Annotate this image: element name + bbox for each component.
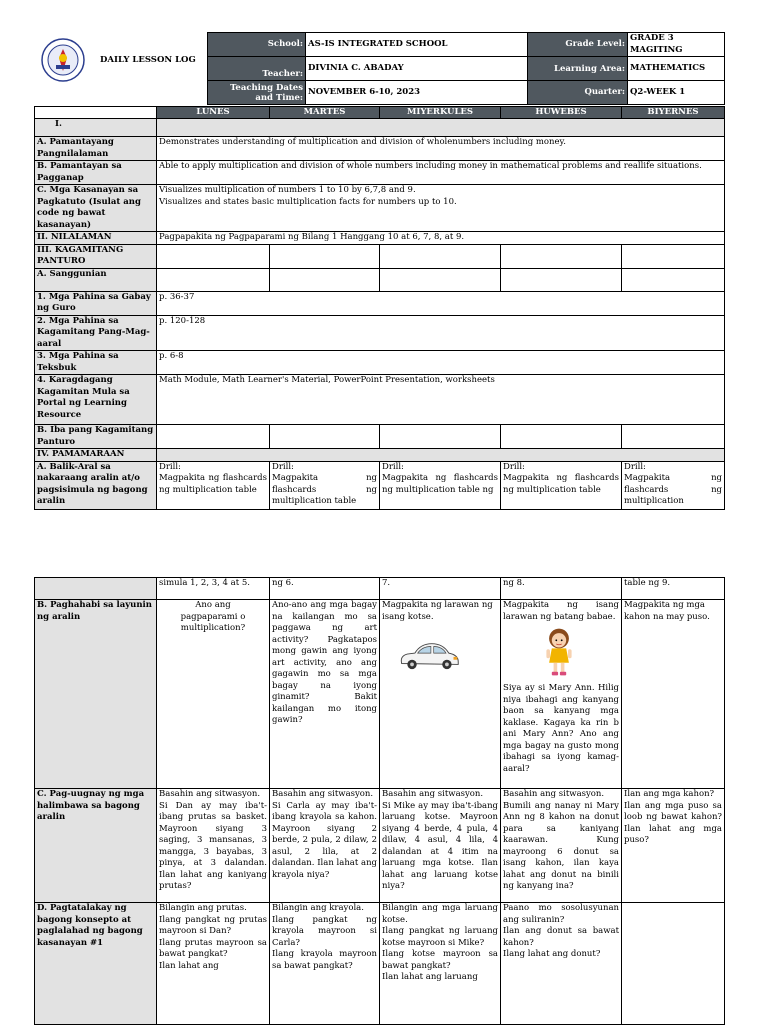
row-label: 3. Mga Pahina sa Teksbuk — [35, 351, 157, 375]
row-label: I. — [35, 119, 157, 137]
row-label: B. Pamantayan sa Pagganap — [35, 161, 157, 185]
day-cell: Drill: Magpakita ng flashcards ng multiplication — [622, 461, 725, 509]
day-header: MARTES — [270, 107, 380, 119]
row-label: C. Mga Kasanayan sa Pagkatuto (Isulat ang code ng bawat kasanayan) — [35, 185, 157, 232]
day-cell: simula 1, 2, 3, 4 at 5. — [157, 578, 270, 600]
row-label: 4. Karagdagang Kagamitan Mula sa Portal ng Learning Resource — [35, 375, 157, 425]
lesson-table-page1 — [34, 106, 725, 510]
day-header: LUNES — [157, 107, 270, 119]
row-label: III. KAGAMITANG PANTURO — [35, 244, 157, 268]
day-cell: Basahin ang sitwasyon. Si Dan ay may iba't-ibang prutas sa basket. Mayroon siyang 3 saging, 3 mansanas, 3 mangga, 3 bayabas, 3 pinya, at 3 dalandan. Ilan lahat ang kaniyang prutas? — [157, 789, 270, 903]
day-cell: 7. — [380, 578, 501, 600]
dates-label: Teaching Dates and Time: — [208, 81, 306, 105]
area-value: MATHEMATICS — [628, 57, 725, 81]
day-cell: Paano mo sosolusyunan ang suliranin? Ilan ang donut sa bawat kahon? Ilang lahat ang donut? — [501, 903, 622, 1025]
area-label: Learning Area: — [528, 57, 628, 81]
row-label: IV. PAMAMARAAN — [35, 449, 157, 462]
quarter-label: Quarter: — [528, 81, 628, 105]
row-label: C. Pag-uugnay ng mga halimbawa sa bagong aralin — [35, 789, 157, 903]
row-text: p. 120-128 — [157, 315, 725, 351]
day-cell — [622, 903, 725, 1025]
day-cell: Magpakita ng mga kahon na may puso. — [622, 600, 725, 789]
row-label: A. Sanggunian — [35, 268, 157, 291]
grade-label: Grade Level: — [528, 33, 628, 57]
day-cell: Drill: Magpakita ng flashcards ng multiplication table — [501, 461, 622, 509]
toy-car-icon — [396, 635, 462, 675]
girl-illustration-icon — [541, 625, 577, 679]
row-text: Able to apply multiplication and division of whole numbers including money in mathematical problems and reallife situations. — [157, 161, 725, 185]
row-text-line: Visualizes and states basic multiplication facts for numbers up to 10. — [159, 196, 457, 207]
day-cell — [380, 600, 501, 789]
teacher-value: DIVINIA C. ABADAY — [306, 57, 528, 81]
row-label: A. Pamantayang Pangnilalaman — [35, 137, 157, 161]
row-label: 1. Mga Pahina sa Gabay ng Guro — [35, 291, 157, 315]
day-cell: Bilangin ang mga laruang kotse. Ilang pangkat ng laruang kotse mayroon si Mike? Ilang kotse mayroon sa bawat pangkat? Ilan lahat ang laruang — [380, 903, 501, 1025]
day-cell — [501, 600, 622, 789]
quarter-value: Q2-WEEK 1 — [628, 81, 725, 105]
day-cell: Basahin ang sitwasyon. Bumili ang nanay ni Mary Ann ng 8 kahon na donut para sa kaniyang kaarawan. Kung mayroong 6 donut sa isang kahon, ilan kaya lahat ang donut na binili ng kanyang ina? — [501, 789, 622, 903]
dates-value: NOVEMBER 6-10, 2023 — [306, 81, 528, 105]
row-text-line: Visualizes multiplication of numbers 1 to 10 by 6,7,8 and 9. — [159, 185, 416, 195]
day-cell-text: Magpakita ng larawan ng isang kotse. — [382, 600, 493, 622]
day-cell-text: Magpakita ng isang larawan ng batang babae. — [503, 600, 619, 622]
grade-value: GRADE 3 MAGITING — [628, 33, 725, 57]
day-cell: Bilangin ang prutas. Ilang pangkat ng prutas mayroon si Dan? Ilang prutas mayroon sa bawat pangkat? Ilan lahat ang — [157, 903, 270, 1025]
dll-title: DAILY LESSON LOG — [100, 55, 196, 65]
day-header: BIYERNES — [622, 107, 725, 119]
row-label: II. NILALAMAN — [35, 232, 157, 245]
day-cell: ng 6. — [270, 578, 380, 600]
row-text: Pagpapakita ng Pagpaparami ng Bilang 1 Hanggang 10 at 6, 7, 8, at 9. — [157, 232, 725, 245]
school-label: School: — [208, 33, 306, 57]
row-text: p. 36-37 — [157, 291, 725, 315]
lesson-table-page2 — [34, 577, 725, 1025]
row-text: Demonstrates understanding of multiplication and division of wholenumbers including money. — [157, 137, 725, 161]
day-cell: Ano-ano ang mga bagay na kailangan mo sa paggawa ng art activity? Pagkatapos mong gawin ang iyong art activity, ano ang gagawin mo sa mga bagay na iyong ginamit? Bakit kailangan mo itong gawin? — [270, 600, 380, 789]
day-cell: Drill: Magpakita ng flashcards ng multiplication table — [157, 461, 270, 509]
day-cell: Drill: Magpakita ng flashcards ng multiplication table ng — [380, 461, 501, 509]
day-cell: Basahin ang sitwasyon. Si Mike ay may iba't-ibang laruang kotse. Mayroon siyang 4 berde, 4 pula, 4 dilaw, 4 asul, 4 lila, 4 dalandan at 4 itim na laruang mga kotse. Ilan lahat ang laruang kotse niya? — [380, 789, 501, 903]
row-text: Math Module, Math Learner's Material, PowerPoint Presentation, worksheets — [157, 375, 725, 425]
row-label: 2. Mga Pahina sa Kagamitang Pang-Mag-aaral — [35, 315, 157, 351]
deped-seal-icon — [41, 38, 85, 82]
row-label: B. Paghahabi sa layunin ng aralin — [35, 600, 157, 789]
day-cell: Ano ang pagpaparami o multiplication? — [157, 600, 270, 789]
day-cell: Drill: Magpakita ng flashcards ng multiplication table — [270, 461, 380, 509]
day-cell-text: Siya ay si Mary Ann. Hilig niya ibahagi ang kanyang baon sa kanyang mga kaklase. Kagaya ka rin b ani Mary Ann? Ano ang mga bagay na gusto mong ibahagi sa iyong kamag-aaral? — [503, 683, 619, 774]
day-cell: table ng 9. — [622, 578, 725, 600]
day-cell: ng 8. — [501, 578, 622, 600]
row-label: A. Balik-Aral sa nakaraang aralin at/o pagsisimula ng bagong aralin — [35, 461, 157, 509]
day-cell: Bilangin ang krayola. Ilang pangkat ng krayola mayroon si Carla? Ilang krayola mayroon sa bawat pangkat? — [270, 903, 380, 1025]
teacher-label: Teacher: — [208, 57, 306, 81]
day-cell: Ilan ang mga kahon? Ilan ang mga puso sa loob ng bawat kahon? Ilan lahat ang mga puso? — [622, 789, 725, 903]
row-label: D. Pagtatalakay ng bagong konsepto at paglalahad ng bagong kasanayan #1 — [35, 903, 157, 1025]
day-header: HUWEBES — [501, 107, 622, 119]
header-table — [207, 32, 725, 105]
row-text — [157, 185, 725, 232]
row-label: B. Iba pang Kagamitang Panturo — [35, 425, 157, 449]
day-header: MIYERKULES — [380, 107, 501, 119]
school-value: AS-IS INTEGRATED SCHOOL — [306, 33, 528, 57]
row-text: p. 6-8 — [157, 351, 725, 375]
day-cell: Basahin ang sitwasyon. Si Carla ay may iba't-ibang krayola sa kahon. Mayroon siyang 2 berde, 2 pula, 2 dilaw, 2 asul, 2 lila, at 2 dalandan. Ilan lahat ang krayola niya? — [270, 789, 380, 903]
